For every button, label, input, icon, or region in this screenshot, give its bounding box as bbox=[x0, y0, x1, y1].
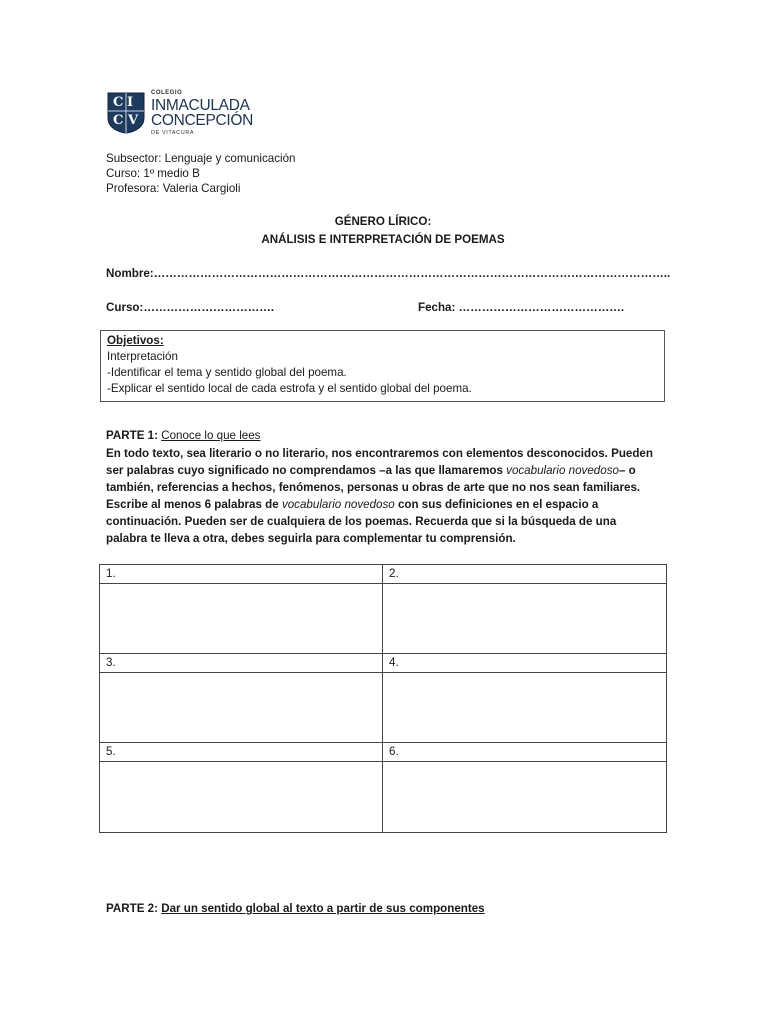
page-title: GÉNERO LÍRICO: bbox=[334, 215, 432, 228]
crest-letter: C bbox=[113, 95, 124, 110]
paragraph-line: En todo texto, sea literario o no literario, nos encontraremos con elementos desconocidos. Pueden bbox=[106, 447, 653, 460]
table-row bbox=[100, 584, 667, 654]
objective-item: Interpretación bbox=[107, 350, 178, 363]
objectives-heading: Objetivos: bbox=[107, 334, 164, 347]
page-subtitle: ANÁLISIS E INTERPRETACIÓN DE POEMAS bbox=[261, 233, 505, 246]
logo-text bbox=[151, 90, 325, 137]
school-crest-icon bbox=[107, 92, 145, 134]
parte2-title: Dar un sentido global al texto a partir de sus componentes bbox=[161, 902, 485, 915]
paragraph-line: también, referencias a hechos, fenómenos, personas u obras de arte que no nos sean familiares. bbox=[106, 481, 641, 494]
vocabulario-novedoso-term: vocabulario novedoso bbox=[281, 498, 395, 511]
vocab-cell-number: 6. bbox=[383, 743, 667, 762]
vocabulario-novedoso-term: vocabulario novedoso bbox=[506, 464, 619, 477]
vocab-answer-cell[interactable] bbox=[383, 762, 667, 833]
subsector-line: Subsector: Lenguaje y comunicación bbox=[106, 152, 296, 165]
paragraph-line: ser palabras cuyo significado no comprendamos –a las que llamaremos vocabulario novedoso– o bbox=[106, 464, 636, 477]
table-row bbox=[100, 743, 667, 762]
vocab-cell-number: 4. bbox=[383, 654, 667, 673]
vocab-cell-number: 3. bbox=[100, 654, 383, 673]
vocab-answer-cell[interactable] bbox=[100, 673, 383, 743]
nombre-field[interactable]: Nombre:…………………………………………………………………………………………………………………….. bbox=[106, 267, 671, 280]
paragraph-line: Escribe al menos 6 palabras de vocabulario novedoso con sus definiciones en el espacio a bbox=[106, 498, 599, 511]
vocab-cell-number: 2. bbox=[383, 565, 667, 584]
curso-line: Curso: 1º medio B bbox=[106, 167, 200, 180]
vocab-answer-cell[interactable] bbox=[100, 762, 383, 833]
fecha-field[interactable]: Fecha: ……………………………………. bbox=[418, 301, 625, 314]
table-row bbox=[100, 762, 667, 833]
parte1-title: Conoce lo que lees bbox=[161, 429, 261, 442]
parte1-instructions bbox=[106, 445, 666, 547]
school-name: INMACULADA CONCEPCIÓN bbox=[151, 96, 254, 130]
vocab-answer-cell[interactable] bbox=[383, 584, 667, 654]
parte2-heading bbox=[106, 901, 485, 916]
vocab-answer-cell[interactable] bbox=[383, 673, 667, 743]
crest-letter: C bbox=[113, 113, 124, 128]
objectives-box bbox=[100, 330, 665, 402]
paragraph-line: continuación. Pueden ser de cualquiera de los poemas. Recuerda que si la búsqueda de una bbox=[106, 515, 617, 528]
parte1-label: PARTE 1: bbox=[106, 429, 158, 442]
vocab-cell-number: 5. bbox=[100, 743, 383, 762]
table-row bbox=[100, 565, 667, 584]
logo-sub-label: DE VITACURA bbox=[151, 129, 195, 136]
parte1-heading bbox=[106, 428, 260, 443]
vocabulary-table bbox=[99, 564, 667, 833]
crest-letter: I bbox=[127, 95, 134, 110]
vocab-answer-cell[interactable] bbox=[100, 584, 383, 654]
crest-letter: V bbox=[128, 113, 139, 128]
school-logo bbox=[107, 91, 325, 135]
paragraph-line: palabra te lleva a otra, debes seguirla para complementar tu comprensión. bbox=[106, 532, 516, 545]
objective-item: -Identificar el tema y sentido global del poema. bbox=[107, 366, 347, 379]
profesora-line: Profesora: Valeria Cargioli bbox=[106, 182, 241, 195]
table-row bbox=[100, 654, 667, 673]
vocab-cell-number: 1. bbox=[100, 565, 383, 584]
logo-small-label: COLEGIO bbox=[151, 89, 183, 96]
objective-item: -Explicar el sentido local de cada estrofa y el sentido global del poema. bbox=[107, 382, 472, 395]
curso-field[interactable]: Curso:……………………………. bbox=[106, 301, 275, 314]
parte2-label: PARTE 2: bbox=[106, 902, 158, 915]
table-row bbox=[100, 673, 667, 743]
